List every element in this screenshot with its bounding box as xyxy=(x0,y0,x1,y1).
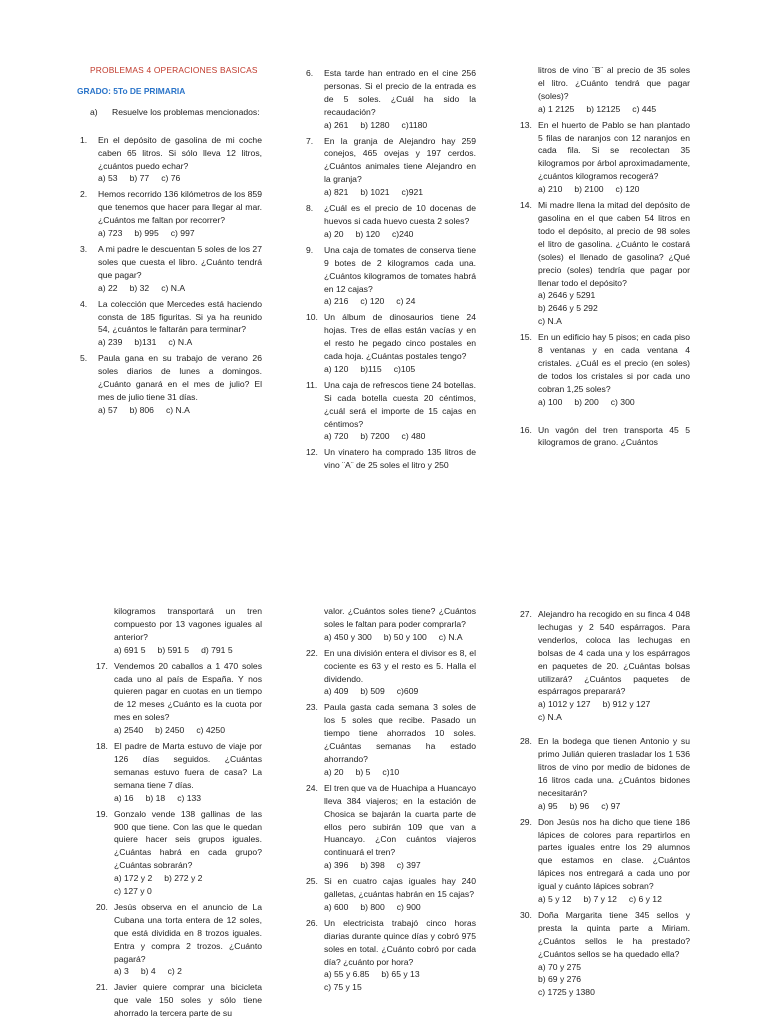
answer-option: b) 806 xyxy=(129,404,154,415)
problem-4 xyxy=(80,298,262,350)
problem-text: Alejandro ha recogido en su finca 4 048 lechugas y 2 540 espárragos. Para venderlos, coloca las lechugas en bolsas de 4 cada una y los espárragos en paquetes de 20. ¿Cuántas bolsas utilizará? ¿Cuántos paquetes de espárragos preparará? xyxy=(538,609,690,697)
problem-text: En el huerto de Pablo se han plantado 5 filas de naranjos con 12 naranjos en cada fila. Si se recolectan 35 kilogramos por árbol aproximadamente, ¿cuántos kilogramos recogerá? xyxy=(538,119,690,182)
problem-21 xyxy=(306,605,476,644)
problem-text-continued: kilogramos transportará un tren compuesto por 13 vagones iguales al anterior? xyxy=(114,606,262,642)
instruction-label: a) xyxy=(90,106,98,117)
answer-option: b) 120 xyxy=(355,228,380,239)
answer-option: c)921 xyxy=(401,187,424,198)
answer-option: b) 200 xyxy=(574,396,599,407)
problem-statement xyxy=(520,735,690,800)
problem-number: 13. xyxy=(520,119,532,130)
answer-options xyxy=(520,961,690,1000)
answer-option: c) N.A xyxy=(161,282,186,293)
answer-options xyxy=(520,289,690,328)
problem-number: 7. xyxy=(306,135,314,146)
answer-option: a) 5 y 12 xyxy=(538,894,572,905)
problem-3 xyxy=(80,243,262,295)
problem-statement xyxy=(306,875,476,901)
problem-13 xyxy=(520,119,690,196)
problem-19 xyxy=(96,808,262,898)
problem-text: ¿Cuál es el precio de 10 docenas de huevos si cada huevo cuesta 2 soles? xyxy=(324,203,476,226)
problem-17 xyxy=(96,660,262,737)
answer-option: a) 55 y 6.85 xyxy=(324,969,370,980)
answer-option: c) N.A xyxy=(168,337,193,348)
answer-option: b) 7 y 12 xyxy=(583,894,617,905)
answer-options xyxy=(520,698,690,724)
page-title: PROBLEMAS 4 OPERACIONES BASICAS xyxy=(90,65,258,75)
answer-option: c) N.A xyxy=(538,712,562,723)
problem-text: Una caja de refrescos tiene 24 botellas. Si cada botella cuesta 20 céntimos, ¿cuál será el importe de 15 cajas en céntimos? xyxy=(324,379,476,429)
answer-options xyxy=(96,792,262,805)
problem-text-continued: litros de vino ¨B¨ al precio de 35 soles el litro. ¿Cuánto tendrá que pagar (soles)? xyxy=(538,65,690,101)
answer-option: b) 65 y 13 xyxy=(381,969,420,980)
answer-option: a) 2540 xyxy=(114,725,144,736)
answer-option: b) 995 xyxy=(134,228,159,239)
answer-option: b) 5 xyxy=(355,766,371,777)
answer-option: a) 2646 y 5291 xyxy=(538,290,596,301)
problem-statement xyxy=(306,202,476,228)
answer-options xyxy=(80,172,262,185)
problem-text: Doña Margarita tiene 345 sellos y presta la quinta parte a Miriam. ¿Cuántos sellos le ha prestado? ¿Cuántos sellos se ha quedado ella? xyxy=(538,909,690,959)
answer-option: c) 480 xyxy=(401,431,426,442)
answer-option: c) 2 xyxy=(167,966,182,977)
problem-statement xyxy=(80,134,262,173)
answer-option: a) 1 2125 xyxy=(538,103,575,114)
problem-10 xyxy=(306,311,476,376)
answer-options xyxy=(306,228,476,241)
answer-options xyxy=(306,119,476,132)
answer-option: b) 18 xyxy=(145,792,166,803)
problem-number: 15. xyxy=(520,332,532,343)
problem-number: 29. xyxy=(520,816,532,827)
problem-text: El tren que va de Huachipa a Huancayo lleva 384 viajeros; en la estación de Chosica se bajarán la cuarta parte de ellos pero subirán 109 que van a Huancayo. ¿Con cuántos viajeros continuará el tren? xyxy=(324,782,476,858)
problem-5 xyxy=(80,352,262,417)
problem-statement xyxy=(80,188,262,227)
answer-options xyxy=(520,893,690,906)
answer-option: b) 7200 xyxy=(360,431,390,442)
answer-option: d) 791 5 xyxy=(201,644,233,655)
problem-number: 10. xyxy=(306,312,318,323)
problem-18 xyxy=(96,740,262,805)
problem-statement xyxy=(96,808,262,873)
problem-statement xyxy=(306,135,476,187)
problem-8 xyxy=(306,202,476,241)
answer-option: a) 172 y 2 xyxy=(114,873,153,884)
problem-statement xyxy=(520,199,690,289)
problem-statement xyxy=(520,331,690,396)
problem-text: En la bodega que tienen Antonio y su primo Julián quieren trasladar los 1 536 litros de vino por medio de bidones de 16 litros cada una. ¿Cuántos bidones necesitarán? xyxy=(538,736,690,798)
problem-statement xyxy=(306,446,476,472)
problem-16 xyxy=(96,605,262,657)
instruction xyxy=(80,106,262,119)
answer-option: c) 75 y 15 xyxy=(324,982,362,993)
problem-number: 3. xyxy=(80,243,88,254)
problem-statement xyxy=(520,816,690,893)
answer-options xyxy=(520,103,690,116)
answer-options xyxy=(520,183,690,196)
answer-option: b) 50 y 100 xyxy=(383,631,427,642)
instruction-text: Resuelve los problemas mencionados: xyxy=(112,106,260,117)
problem-number: 24. xyxy=(306,782,318,793)
problem-statement xyxy=(520,608,690,698)
answer-options xyxy=(80,336,262,349)
answer-option: c)10 xyxy=(382,766,400,777)
answer-option: b) 2450 xyxy=(155,725,185,736)
answer-options xyxy=(306,631,476,644)
problem-statement xyxy=(96,740,262,792)
answer-option: b) 912 y 127 xyxy=(602,699,651,710)
answer-option: a) 20 xyxy=(324,228,344,239)
answer-options xyxy=(306,766,476,779)
problem-text: El padre de Marta estuvo de viaje por 126 días seguidos. ¿Cuántas semanas estuvo fuera de casa? La semana tiene 7 días. xyxy=(114,741,262,790)
answer-option: a) 450 y 300 xyxy=(324,631,372,642)
answer-option: b) 509 xyxy=(360,686,385,697)
answer-option: a) 16 xyxy=(114,792,134,803)
answer-option: b) 2646 y 5 292 xyxy=(538,303,598,314)
answer-options xyxy=(306,859,476,872)
answer-options xyxy=(80,227,262,240)
answer-option: c) 1725 y 1380 xyxy=(538,987,595,998)
problem-number: 26. xyxy=(306,917,318,928)
answer-option: b) 12125 xyxy=(586,103,621,114)
problem-text: A mi padre le descuentan 5 soles de los 27 soles que cuesta el libro. ¿Cuánto tendrá que pagar? xyxy=(98,243,262,280)
answer-option: a) 723 xyxy=(98,228,123,239)
problem-number: 17. xyxy=(96,660,108,671)
problem-number: 4. xyxy=(80,298,88,309)
answer-options xyxy=(80,282,262,295)
problem-12 xyxy=(306,446,476,472)
problem-30 xyxy=(520,909,690,999)
problem-text: Jesús observa en el anuncio de La Cubana una torta entera de 12 soles, que está dividida en 8 trozos iguales. Entra y compra 2 trozos. ¿Cuánto pagará? xyxy=(114,901,262,964)
answer-option: a) 261 xyxy=(324,119,349,130)
problem-statement xyxy=(96,981,262,1020)
problem-number: 11. xyxy=(306,379,318,390)
answer-option: c) 24 xyxy=(396,296,416,307)
problem-statement xyxy=(306,379,476,431)
problem-22 xyxy=(306,647,476,699)
problem-number: 22. xyxy=(306,647,318,658)
problem-9 xyxy=(306,244,476,309)
problem-statement xyxy=(306,701,476,766)
answer-option: b) 4 xyxy=(140,966,156,977)
answer-option: c) 127 y 0 xyxy=(114,886,152,897)
answer-option: b)115 xyxy=(360,363,382,374)
problem-text: Un electricista trabajó cinco horas diarias durante quince días y cobró 975 soles en total. ¿Cuánto cobró por cada día? ¿cuánto por hora? xyxy=(324,917,476,967)
answer-options xyxy=(306,901,476,914)
problem-7 xyxy=(306,135,476,200)
answer-option: c) N.A xyxy=(538,316,562,327)
answer-options xyxy=(96,644,262,657)
problem-number: 21. xyxy=(96,982,108,993)
page1-column3 xyxy=(520,64,690,449)
problem-text: Esta tarde han entrado en el cine 256 personas. Si el precio de la entrada es de 5 soles. ¿Cuál ha sido la recaudación? xyxy=(324,68,476,117)
answer-option: c)609 xyxy=(396,686,419,697)
problem-statement xyxy=(96,901,262,966)
answer-option: a) 120 xyxy=(324,363,349,374)
answer-options xyxy=(520,396,690,409)
answer-option: c) 300 xyxy=(610,396,635,407)
answer-option: c) 997 xyxy=(170,228,195,239)
problem-text: Gonzalo vende 138 gallinas de las 900 que tiene. Con las que le quedan quiere hacer seis grupos iguales. ¿Cuántas habrá en cada grupo? ¿Cuántas sobrarán? xyxy=(114,808,262,871)
page2-column3 xyxy=(520,605,690,999)
answer-option: c) 76 xyxy=(161,173,181,184)
problem-number: 25. xyxy=(306,876,318,887)
problem-number: 2. xyxy=(80,189,88,200)
problem-text: Paula gana en su trabajo de verano 26 soles diarios de lunes a domingos. ¿Cuánto ganará en el mes de julio? El mes de julio tiene 31 días. xyxy=(98,353,262,402)
answer-option: a) 216 xyxy=(324,296,349,307)
problem-16 xyxy=(520,424,690,450)
problem-28 xyxy=(520,735,690,812)
answer-option: c)240 xyxy=(391,228,414,239)
page1-column2 xyxy=(306,64,476,472)
answer-options xyxy=(306,186,476,199)
answer-option: c) 4250 xyxy=(196,725,225,736)
problem-29 xyxy=(520,816,690,906)
answer-option: a) 100 xyxy=(538,396,563,407)
problem-statement xyxy=(520,909,690,961)
answer-options xyxy=(96,965,262,978)
problem-26 xyxy=(306,917,476,994)
answer-option: c) 133 xyxy=(177,792,202,803)
problem-number: 8. xyxy=(306,203,314,214)
problem-text: La colección que Mercedes está haciendo consta de 185 figuritas. Si ya ha reunido 54, ¿cuántos le faltarán para terminar? xyxy=(98,298,262,335)
grade-label: GRADO: 5To DE PRIMARIA xyxy=(77,85,186,96)
problem-statement xyxy=(306,311,476,363)
problem-statement xyxy=(80,298,262,337)
answer-options xyxy=(306,685,476,698)
problem-number: 27. xyxy=(520,609,532,619)
answer-option: b) 1021 xyxy=(360,187,390,198)
answer-option: a) 210 xyxy=(538,184,563,195)
answer-option: b) 800 xyxy=(360,901,385,912)
answer-option: c) N.A xyxy=(165,404,190,415)
page2-column1 xyxy=(96,605,262,1020)
answer-options xyxy=(306,430,476,443)
answer-options xyxy=(306,363,476,376)
problem-12 xyxy=(520,64,690,116)
problem-27 xyxy=(520,608,690,724)
answer-option: b)131 xyxy=(134,337,157,348)
problem-text: En el depósito de gasolina de mi coche caben 65 litros. Si sólo lleva 12 litros, ¿cuántos puedo echar? xyxy=(98,134,262,171)
page1-column1 xyxy=(77,64,262,417)
problem-23 xyxy=(306,701,476,778)
problem-text: Un vagón del tren transporta 45 5 kilogramos de grano. ¿Cuántos xyxy=(538,424,690,448)
problem-text: Un álbum de dinosaurios tiene 24 hojas. Tres de ellas están vacías y en el resto he pegado cinco postales en cada hoja. ¿Cuántas postales tengo? xyxy=(324,312,476,362)
problem-statement xyxy=(520,119,690,184)
answer-option: c) N.A xyxy=(438,631,463,642)
problem-statement xyxy=(80,243,262,282)
problem-text: Mi madre llena la mitad del depósito de gasolina en el que caben 54 litros en todo el depósito, al precio de 98 soles el litro de gasolina. ¿Cuánto le costará (soles) el llenado de gasolina? ¿Qué precio (soles) tendría que pagar por llenar todo el depósito? xyxy=(538,200,690,288)
answer-option: a) 53 xyxy=(98,173,118,184)
problem-number: 23. xyxy=(306,702,318,713)
page2-column2 xyxy=(306,605,476,994)
answer-option: b) 77 xyxy=(129,173,150,184)
problem-statement xyxy=(306,647,476,686)
problem-number: 9. xyxy=(306,244,314,255)
problem-text: Javier quiere comprar una bicicleta que vale 150 soles y sólo tiene ahorrado la tercera parte de su xyxy=(114,982,262,1019)
problem-text-continued: valor. ¿Cuántos soles tiene? ¿Cuántos soles le faltan para poder comprarla? xyxy=(324,606,476,629)
problem-number: 5. xyxy=(80,353,88,364)
problem-text: Hemos recorrido 136 kilómetros de los 859 que tenemos que hacer para llegar al mar. ¿Cuántos me faltan por recorrer? xyxy=(98,189,262,226)
answer-options xyxy=(96,724,262,737)
problem-text: En la granja de Alejandro hay 259 conejos, 465 ovejas y 197 cerdos. ¿Cuántos animales tiene Alejandro en la granja? xyxy=(324,135,476,185)
answer-option: a) 691 5 xyxy=(114,644,146,655)
answer-options xyxy=(80,404,262,417)
answer-option: c) 445 xyxy=(632,103,657,114)
problem-number: 19. xyxy=(96,808,108,819)
answer-option: a) 3 xyxy=(114,966,129,977)
answer-option: c) 97 xyxy=(601,800,621,811)
answer-option: b) 96 xyxy=(569,800,590,811)
answer-option: a) 239 xyxy=(98,337,123,348)
problem-15 xyxy=(520,331,690,408)
answer-option: b) 398 xyxy=(360,860,385,871)
answer-option: b) 69 y 276 xyxy=(538,974,581,985)
problem-number: 20. xyxy=(96,901,108,912)
problem-text: Don Jesús nos ha dicho que tiene 186 lápices de colores para repartirlos en partes iguales entre los 29 alumnos que estamos en clase. ¿Cuántos lápices nos entregará a cada uno por igual y cuánto lápices sobran? xyxy=(538,816,690,892)
answer-option: a) 1012 y 127 xyxy=(538,699,591,710)
problem-25 xyxy=(306,875,476,914)
problem-text: En una división entera el divisor es 8, el cociente es 63 y el resto es 5. Halla el dividendo. xyxy=(324,647,476,684)
answer-option: a) 821 xyxy=(324,187,349,198)
problem-text: Un vinatero ha comprado 135 litros de vino ¨A¨ de 25 soles el litro y 250 xyxy=(324,447,476,471)
problem-6 xyxy=(306,67,476,132)
answer-option: b) 272 y 2 xyxy=(164,873,203,884)
problem-text: Vendemos 20 caballos a 1 470 soles cada uno al país de España. Y nos quieren pagar en cuotas en un tiempo de 12 meses ¿Cuánto es la cuota por mes en soles? xyxy=(114,660,262,723)
answer-options xyxy=(96,872,262,898)
answer-option: b) 1280 xyxy=(360,119,390,130)
problem-text: Paula gasta cada semana 3 soles de los 5 soles que recibe. Pasado un tiempo tiene ahorrados 10 soles. ¿Cuántas semanas ha estado ahorrando? xyxy=(324,702,476,764)
answer-option: a) 20 xyxy=(324,766,344,777)
problem-statement xyxy=(80,352,262,404)
problem-statement xyxy=(96,660,262,725)
answer-option: c)1180 xyxy=(401,119,428,130)
answer-option: b) 591 5 xyxy=(157,644,190,655)
problem-number: 30. xyxy=(520,909,532,920)
answer-option: b) 2100 xyxy=(574,184,604,195)
answer-option: a) 720 xyxy=(324,431,349,442)
problem-2 xyxy=(80,188,262,240)
problem-statement xyxy=(306,67,476,119)
answer-option: c) 397 xyxy=(396,860,421,871)
answer-option: a) 22 xyxy=(98,282,118,293)
problem-number: 14. xyxy=(520,200,532,211)
problem-number: 6. xyxy=(306,68,314,78)
answer-option: a) 70 y 275 xyxy=(538,961,581,972)
answer-option: a) 95 xyxy=(538,800,558,811)
problem-21 xyxy=(96,981,262,1020)
problem-statement xyxy=(306,782,476,859)
answer-option: c) 120 xyxy=(615,184,640,195)
problem-20 xyxy=(96,901,262,978)
problem-statement xyxy=(306,917,476,969)
problem-1 xyxy=(80,134,262,186)
answer-option: a) 57 xyxy=(98,404,118,415)
problem-text: Si en cuatro cajas iguales hay 240 galletas, ¿cuántas habrán en 15 cajas? xyxy=(324,876,476,900)
answer-option: c) 120 xyxy=(360,296,385,307)
problem-number: 28. xyxy=(520,736,532,747)
answer-options xyxy=(306,295,476,308)
problem-statement xyxy=(520,424,690,450)
answer-option: a) 396 xyxy=(324,860,349,871)
answer-option: c) 6 y 12 xyxy=(628,894,662,905)
problem-number: 16. xyxy=(520,424,532,435)
answer-option: c) 900 xyxy=(396,901,421,912)
answer-option: a) 600 xyxy=(324,901,349,912)
problem-number: 12. xyxy=(306,447,318,458)
problem-14 xyxy=(520,199,690,328)
problem-statement xyxy=(306,244,476,296)
problem-24 xyxy=(306,782,476,872)
problem-11 xyxy=(306,379,476,444)
answer-option: a) 409 xyxy=(324,686,349,697)
answer-option: c)105 xyxy=(393,363,416,374)
answer-options xyxy=(520,800,690,813)
answer-option: b) 32 xyxy=(129,282,150,293)
problem-text: En un edificio hay 5 pisos; en cada piso 8 ventanas y en cada ventana 4 cristales. ¿Cuál es el precio (en soles) de todos los cristales si por cada uno cobran 1,25 soles? xyxy=(538,332,690,394)
problem-number: 1. xyxy=(80,134,88,145)
problem-number: 18. xyxy=(96,741,108,752)
answer-options xyxy=(306,968,476,994)
problem-text: Una caja de tomates de conserva tiene 9 botes de 2 kilogramos cada una. ¿Cuántos kilogramos de tomates habrá en 12 cajas? xyxy=(324,244,476,294)
